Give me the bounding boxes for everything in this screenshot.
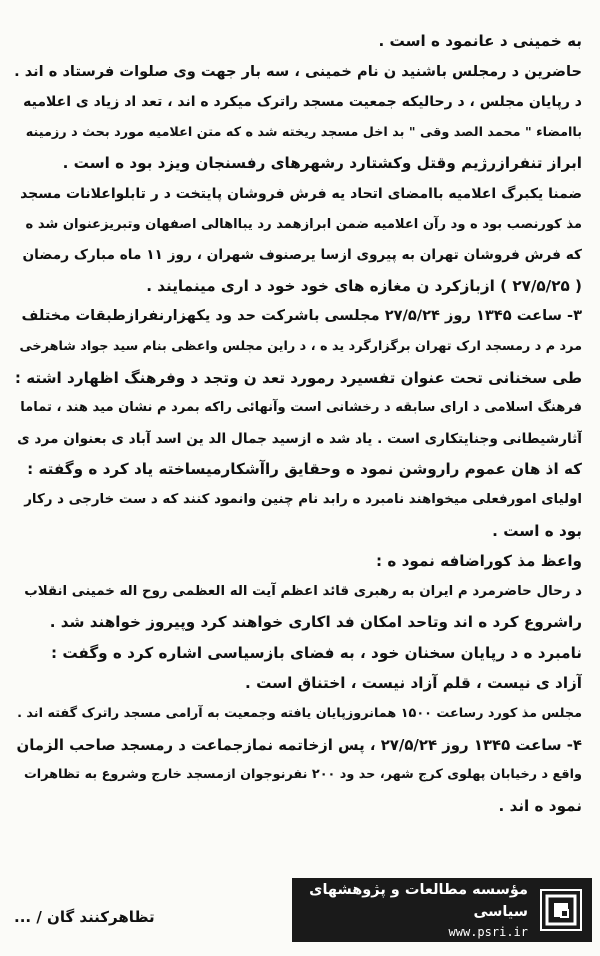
watermark-banner <box>292 878 592 942</box>
document-line: ۴- ساعت ۱۳۴۵ روز ۲۷/۵/۲۴ ، پس ازخاتمه نمازجماعت د رمسجد صاحب الزمان <box>16 735 582 754</box>
document-line: اولیای امورفعلی میخواهند نامبرد ه رابد نام چنین وانمود کنند که د ست خارجی د رکار <box>24 491 582 507</box>
document-line: د رپایان مجلس ، د رحالیکه جمعیت مسجد راترک میکرد ه اند ، تعد اد زیاد ی اعلامیه <box>23 94 582 111</box>
document-line: واقع د رخیابان پهلوی کرج شهر، حد ود ۲۰۰ نفرنوجوان ازمسجد خارج وشروع به تظاهرات <box>23 767 582 783</box>
document-line: مجلس مذ کورد رساعت ۱۵۰۰ همانروزپایان یافته وجمعیت به آرامی مسجد راترک گفته اند . <box>17 706 582 722</box>
document-line: مرد م د رمسجد ارک تهران برگزارگرد ید ه ، د راین مجلس واعظی بنام سید جواد شاهرخی <box>19 338 582 354</box>
document-line: حاضرین د رمجلس باشنید ن نام خمینی ، سه بار جهت وی صلوات فرستاد ه اند . <box>14 62 582 80</box>
psri-logo-icon <box>540 889 582 931</box>
document-line: ۳- ساعت ۱۳۴۵ روز ۲۷/۵/۲۴ مجلسی باشرکت حد ود یکهزارنفرازطبقات مختلف <box>21 307 582 325</box>
document-line: آثارشیطانی وجنایتکاری است . یاد شد ه ازسید جمال الد ین اسد آباد ی بعنوان مرد ی <box>17 430 582 447</box>
document-body <box>14 26 582 890</box>
document-line: آزاد ی نیست ، قلم آزاد نیست ، اختناق است . <box>245 674 582 693</box>
document-line: به خمینی د عانمود ه است . <box>378 32 582 50</box>
document-line: ضمنا یکبرگ اعلامیه باامضای اتحاد یه فرش فروشان پایتخت د ر تابلواعلانات مسجد <box>20 185 582 202</box>
document-line: ابراز تنفرازرژیم وقتل وکشتارد رشهرهای رفسنجان ویزد بود ه است . <box>62 154 582 173</box>
document-line: راشروع کرد ه اند وتاحد امکان فد اکاری خواهند کرد وپیروز خواهند شد . <box>49 613 582 632</box>
document-line: طی سخنانی تحت عنوان تفسیرد رمورد تعد ن وتجد د وفرهنگ اظهارد اشته : <box>14 368 582 387</box>
watermark-organization-name: مؤسسه مطالعات و پژوهشهای سیاسی <box>309 882 528 920</box>
document-line: بود ه است . <box>492 521 582 540</box>
document-line: ( ۲۷/۵/۲۵ ) ازبازکرد ن مغازه های خود خود د اری مینمایند . <box>146 276 582 295</box>
watermark-url[interactable]: www.psri.ir <box>448 925 528 939</box>
document-line: واعظ مذ کوراضافه نمود ه : <box>376 552 582 571</box>
document-line: فرهنگ اسلامی د ارای سابقه د رخشانی است وآنهائی راکه بمرد م نشان مید هند ، تماما <box>20 400 582 416</box>
document-line: که فرش فروشان تهران به پیروی ازسا یرصنوف شهران ، روز ۱۱ ماه مبارک رمضان <box>22 247 582 264</box>
document-line: که اذ هان عموم راروشن نمود ه وحقایق راآشکارمیساخته یاد کرد ه وگفته : <box>27 460 582 479</box>
document-footer-note: تظاهرکنند گان / ... <box>14 908 155 926</box>
document-line: د رحال حاضرمرد م ایران به رهبری قائد اعظم آیت اله العظمی روح اله خمینی انقلاب <box>24 583 582 599</box>
document-line: مذ کورنصب بود ه ود رآن اعلامیه ضمن ابرازهمد رد یبااهالی اصفهان وتبریزعنوان شد ه <box>25 216 582 232</box>
document-line: باامضاء " محمد الصد وقی " بد اخل مسجد ریخته شد ه که متن اعلامیه مورد بحث د رزمینه <box>25 124 582 140</box>
document-line: نمود ه اند . <box>498 796 582 815</box>
document-line: نامبرد ه د رپایان سخنان خود ، به فضای بازسیاسی اشاره کرد ه وگفت : <box>50 643 582 662</box>
